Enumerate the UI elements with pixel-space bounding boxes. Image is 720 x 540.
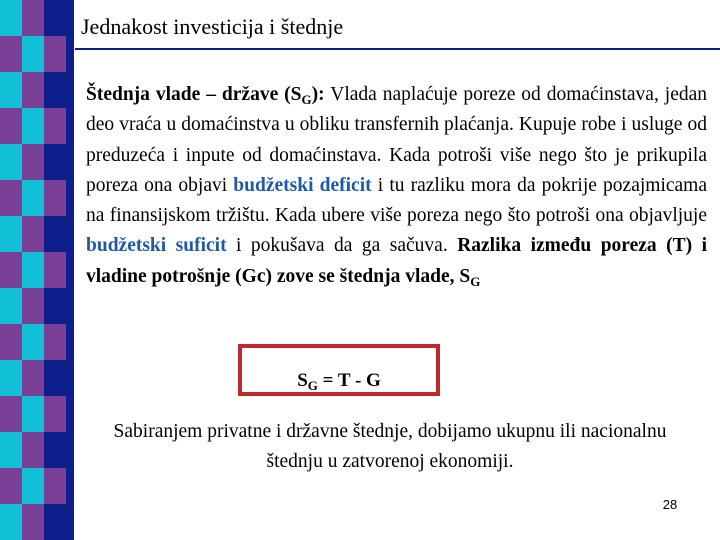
strip-cell	[0, 108, 22, 144]
formula-box	[238, 344, 440, 396]
paragraph-text-1: Vlada naplaćuje poreze od domaćinstava, jedan deo vraća u domaćinstva u obliku transfernih plaćanja. Kupuje robe i usluge od preduzeća i inpute od domaćinstava. Kada potroši više nego što je prikupila poreza ona objavi	[86, 84, 708, 196]
strip-cell	[44, 72, 66, 108]
body-paragraph	[86, 80, 707, 292]
budget-deficit-term: budžetski deficit	[233, 174, 372, 196]
strip-cell	[22, 324, 44, 360]
strip-cell	[44, 324, 66, 360]
strip-cell	[22, 0, 44, 36]
strip-cell	[0, 468, 22, 504]
strip-cell	[44, 36, 66, 72]
government-saving-formula: $S_G = T - G$	[297, 370, 381, 393]
vertical-accent-bar	[66, 0, 74, 540]
strip-cell	[44, 216, 66, 252]
strip-cell	[22, 36, 44, 72]
strip-cell	[44, 108, 66, 144]
strip-cell	[0, 360, 22, 396]
paragraph-text-3: i pokušava da ga sačuva.	[226, 235, 458, 257]
strip-cell	[22, 468, 44, 504]
strip-cell	[44, 360, 66, 396]
strip-cell	[22, 252, 44, 288]
strip-cell	[0, 288, 22, 324]
strip-cell	[22, 216, 44, 252]
strip-cell	[0, 36, 22, 72]
strip-cell	[22, 396, 44, 432]
strip-cell	[0, 432, 22, 468]
strip-cell	[0, 252, 22, 288]
paragraph-text-2: i tu razliku mora da pokrije pozajmicama na finansijskom tržištu. Kada ubere više poreza nego što potroši ona objavljuje	[86, 174, 707, 227]
slide-title: Jednakost investicija i štednje	[81, 14, 344, 39]
strip-cell	[44, 468, 66, 504]
budget-surplus-term: budžetski suficit	[86, 235, 227, 257]
strip-cell	[0, 0, 22, 36]
strip-cell	[44, 180, 66, 216]
strip-cell	[0, 72, 22, 108]
strip-cell	[0, 180, 22, 216]
strip-cell	[22, 432, 44, 468]
strip-cell	[22, 180, 44, 216]
slide-header	[75, 0, 720, 58]
strip-cell	[0, 144, 22, 180]
strip-cell	[22, 72, 44, 108]
strip-cell	[22, 144, 44, 180]
national-saving-note: Sabiranjem privatne i državne štednje, dobijamo ukupnu ili nacionalnu štednju u zatvorenoj ekonomiji.	[113, 421, 667, 472]
strip-cell	[0, 324, 22, 360]
strip-cell	[22, 360, 44, 396]
decorative-side-strip	[0, 0, 75, 540]
strip-cell	[44, 504, 66, 540]
strip-cell	[44, 252, 66, 288]
term-heading: Štednja vlade – države $(S_G)$:	[86, 84, 325, 107]
strip-cell	[22, 108, 44, 144]
page-number: 28	[662, 497, 678, 512]
strip-cell	[44, 432, 66, 468]
strip-cell	[44, 144, 66, 180]
strip-cell	[0, 396, 22, 432]
strip-cell	[0, 216, 22, 252]
strip-cell	[44, 0, 66, 36]
definition-sentence: Razlika između poreza (T) i vladine potrošnje (Gc) zove se štednja vlade, $S_G$	[86, 235, 707, 289]
strip-cell	[44, 288, 66, 324]
strip-cell	[0, 504, 22, 540]
strip-cell	[22, 288, 44, 324]
strip-cell	[44, 396, 66, 432]
title-underline	[75, 48, 720, 50]
strip-cell	[22, 504, 44, 540]
